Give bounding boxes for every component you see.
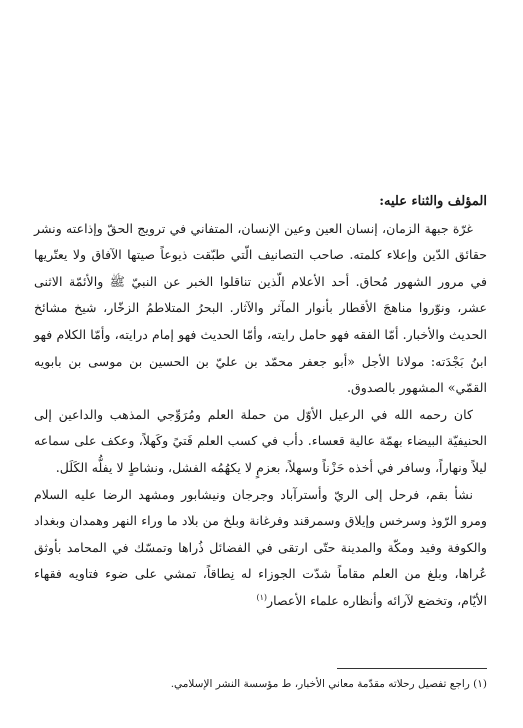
footnote: (١) راجع تفصيل رحلاته مقدّمة معاني الأخبار، ط مؤسسة النشر الإسلامي. xyxy=(170,678,487,690)
footnote-marker: (١) xyxy=(256,592,268,602)
section-heading: المؤلف والثناء عليه: xyxy=(379,194,487,209)
footnote-divider xyxy=(337,668,487,669)
paragraph-praise: غرّة جبهة الزمان، إنسان العين وعين الإنسان، المتفاني في ترويج الحقّ وإذاعته ونشر حقائق الدّين وإعلاء كلمته. صاحب التصانيف الّتي طبّقت ذيوعاً صيتها الآفاق ولا يعتّريها في مرور الشهور مُحاق. أحد الأعلام الّذين تناقلوا الخبر عن النبيّ ﷺ والأئمّة الاثنى عشر، ونوّروا مناهجَ الأقطار بأنوار المآثر والآثار. البحرُ المتلاطمُ الزخّار، شيخ مشائخ الحديث والأخبار. أمّا الفقه فهو حامل رايته، وأمّا الحديث فهو إمام درايته، وأمّا الكلام فهو ابنُ بَجْدَته: مولانا الأجل «أبو جعفر محمّد بن عليّ بن الحسين بن موسى بن بابويه القمّي» المشهور بالصدوق. xyxy=(34,220,487,396)
paragraph-knowledge: كان رحمه الله في الرعيل الأوّل من حملة العلم ومُرَوِّجي المذهب والداعين إلى الحنيفيّة البيضاء بهمّة عالية قعساء. دأب في كسب العلم فَتيً وكَهلاً، وعكف على سماعه ليلاً ونهاراً، وسافر في أخذه حَزْناً وسهلاً، بعزمٍ لا يكهُمُه الفشل، ونشاطٍ لا يفلُّه الكَلَل. xyxy=(34,406,487,475)
paragraph-travels xyxy=(34,482,487,615)
main-text-block xyxy=(34,189,487,615)
paragraph-travels-text: نشأ بقم، فرحل إلى الريّ وأسترآباد وجرجان ونيشابور ومشهد الرضا عليه السلام ومرو الرّوذ وسرخس وإيلاق وسمرقند وفرغانة وبلخ من بلاد ما وراء النهر وهمدان وبغداد والكوفة وفيد ومكّة والمدينة حتّى ارتقى في الفضائل ذُراها وتمسّك في المحامد بأوثق عُراها، وبلغ من العلم مقاماً شدّت الجوزاء له نِطاقاً، تمشي على ضوء فتاويه فقهاء الأيّام، وتخضع لآرائه وأنظاره علماء الأعصار xyxy=(34,486,487,608)
